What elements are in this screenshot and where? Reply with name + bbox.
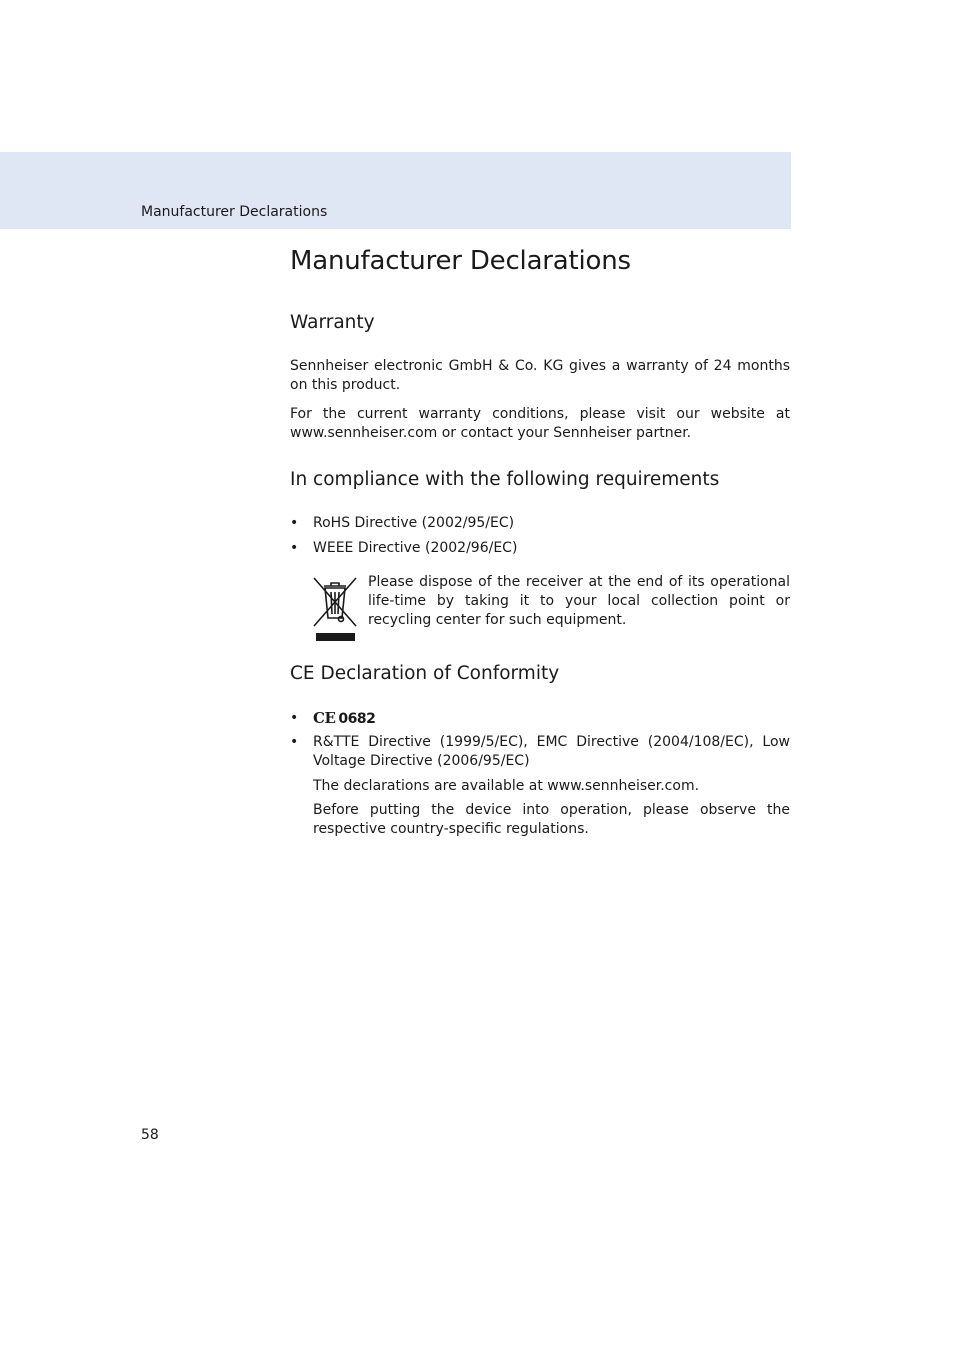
page-title: Manufacturer Declarations — [290, 246, 631, 276]
ce-symbol: CE — [313, 709, 336, 727]
ce-mark — [313, 709, 375, 727]
list-item-text: WEEE Directive (2002/96/EC) — [313, 540, 518, 556]
list-item-text: RoHS Directive (2002/95/EC) — [313, 515, 515, 531]
compliance-heading: In compliance with the following requirements — [290, 469, 720, 490]
warranty-paragraph-2: For the current warranty conditions, please visit our website at www.sennheiser.com or contact your Sennheiser partner. — [290, 406, 790, 441]
declarations-note: The declarations are available at www.sennheiser.com. — [313, 778, 700, 794]
bullet-marker: • — [290, 515, 299, 531]
directives-text: R&TTE Directive (1999/5/EC), EMC Directive (2004/108/EC), Low Voltage Directive (2006/95/EC) — [313, 734, 790, 769]
warranty-paragraph-1: Sennheiser electronic GmbH & Co. KG gives a warranty of 24 months on this product. — [290, 358, 790, 393]
regulations-note: Before putting the device into operation, please observe the respective country-specific regulations. — [313, 802, 790, 837]
bullet-marker: • — [290, 710, 299, 726]
notified-body-number: 0682 — [338, 711, 376, 727]
bullet-marker: • — [290, 540, 299, 556]
crossed-out-wheelie-bin-icon — [312, 576, 358, 643]
ce-heading: CE Declaration of Conformity — [290, 663, 560, 684]
bullet-marker: • — [290, 734, 299, 750]
page-number: 58 — [141, 1127, 159, 1143]
running-header: Manufacturer Declarations — [141, 204, 328, 220]
warranty-heading: Warranty — [290, 312, 375, 333]
header-band — [0, 152, 791, 229]
disposal-instructions: Please dispose of the receiver at the end of its operational life-time by taking it to your local collection point or recycling center for such equipment. — [368, 574, 790, 628]
